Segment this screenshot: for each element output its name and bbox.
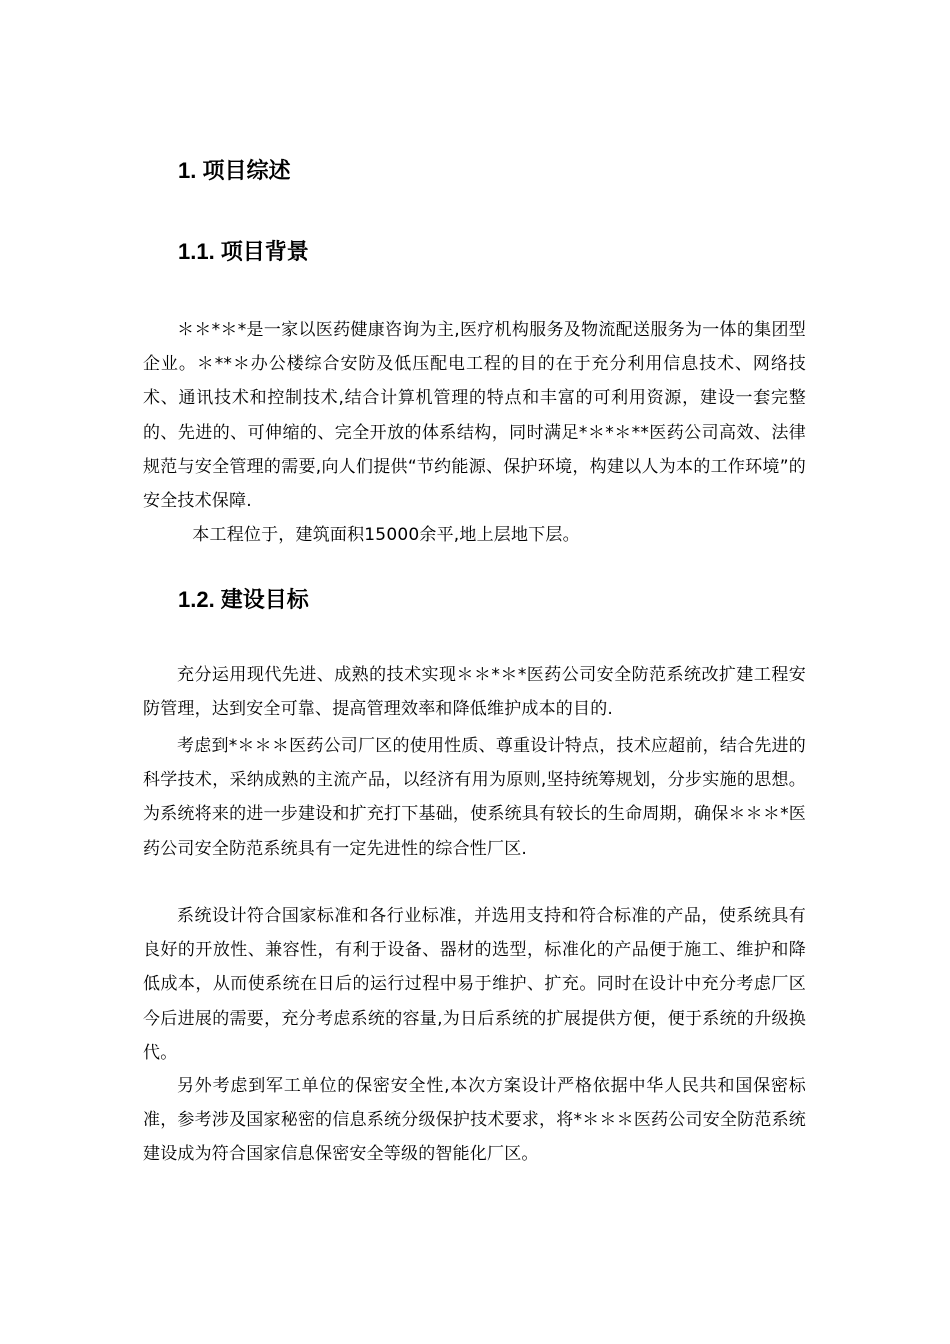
goals-paragraph-1: 充分运用现代先进、成熟的技术实现＊＊*＊*医药公司安全防范系统改扩建工程安防管理，达到安全可靠、提高管理效率和降低维护成本的目的. [143,665,806,720]
section-heading-background: 1.1. 项目背景 [178,239,309,264]
goals-paragraph-4: 另外考虑到军工单位的保密安全性,本次方案设计严格依据中华人民共和国保密标准，参考涉及国家秘密的信息系统分级保护技术要求，将*＊＊＊医药公司安全防范系统建设成为符合国家信息保密安全等级的智能化厂区。 [143,1076,806,1165]
goals-paragraph-3: 系统设计符合国家标准和各行业标准，并选用支持和符合标准的产品，使系统具有良好的开放性、兼容性，有利于设备、器材的选型，标准化的产品便于施工、维护和降低成本，从而使系统在日后的运行过程中易于维护、扩充。同时在设计中充分考虑厂区今后进展的需要，充分考虑系统的容量,为日后系统的扩展提供方便，便于系统的升级换代。 [143,906,806,1063]
section-heading-goals: 1.2. 建设目标 [178,587,309,612]
background-paragraph-1: ＊＊*＊*是一家以医药健康咨询为主,医疗机构服务及物流配送服务为一体的集团型企业。＊**＊办公楼综合安防及低压配电工程的目的在于充分利用信息技术、网络技术、通讯技术和控制技术,结合计算机管理的特点和丰富的可利用资源，建设一套完整的、先进的、可伸缩的、完全开放的体系结构，同时满足*＊*＊**医药公司高效、法律规范与安全管理的需要,向人们提供“节约能源、保护环境，构建以人为本的工作环境”的安全技术保障. [143,320,806,512]
section-heading-overview: 1. 项目综述 [178,158,291,183]
background-paragraph-2: 本工程位于，建筑面积15000余平,地上层地下层。 [192,525,580,545]
goals-paragraph-2: 考虑到*＊＊＊医药公司厂区的使用性质、尊重设计特点，技术应超前，结合先进的科学技术，采纳成熟的主流产品，以经济有用为原则,坚持统筹规划，分步实施的思想。为系统将来的进一步建设和扩充打下基础，使系统具有较长的生命周期，确保＊＊＊*医药公司安全防范系统具有一定先进性的综合性厂区. [143,736,806,859]
